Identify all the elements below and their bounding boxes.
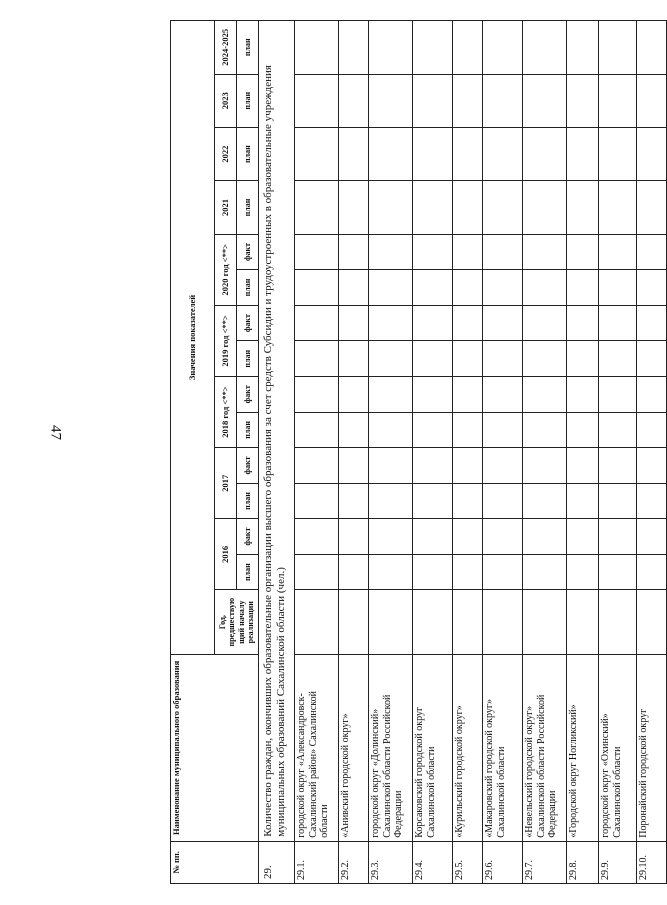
value-cell — [339, 590, 369, 654]
value-cell — [567, 21, 599, 75]
row-num: 29.2. — [339, 841, 369, 883]
value-cell — [453, 519, 483, 555]
value-cell — [453, 21, 483, 75]
value-cell — [453, 554, 483, 590]
page-number: 47 — [47, 425, 64, 440]
row-municipality: «Невельский городской округ» Сахалинской области Российской Федерации — [523, 654, 567, 841]
value-cell — [453, 270, 483, 306]
value-cell — [295, 234, 339, 270]
header-fact: факт — [237, 376, 259, 412]
value-cell — [413, 181, 453, 234]
value-cell — [369, 376, 413, 412]
row-municipality: Корсаковский городской округ Сахалинской области — [413, 654, 453, 841]
value-cell — [637, 483, 667, 519]
table-row — [599, 21, 637, 884]
row-municipality: городской округ «Охинский» Сахалинской области — [599, 654, 637, 841]
indicator-num: 29. — [259, 841, 295, 883]
table-row — [369, 21, 413, 884]
table-row — [523, 21, 567, 884]
value-cell — [453, 412, 483, 448]
value-cell — [369, 412, 413, 448]
value-cell — [483, 234, 523, 270]
value-cell — [637, 448, 667, 484]
value-cell — [567, 127, 599, 180]
value-cell — [599, 412, 637, 448]
row-municipality: «Курильский городской округ» — [453, 654, 483, 841]
value-cell — [637, 21, 667, 75]
value-cell — [599, 554, 637, 590]
value-cell — [637, 127, 667, 180]
value-cell — [339, 127, 369, 180]
value-cell — [637, 519, 667, 555]
value-cell — [567, 181, 599, 234]
value-cell — [567, 305, 599, 341]
value-cell — [295, 376, 339, 412]
indicator-text: Количество граждан, окончивших образовательные организации высшего образования за счет средств Субсидии и трудоустроенных в образовательные учреждения муниципальных образований Сахалинской области (чел.) — [259, 21, 295, 842]
value-cell — [295, 305, 339, 341]
row-municipality: «Городской округ Ногликский» — [567, 654, 599, 841]
value-cell — [599, 519, 637, 555]
value-cell — [453, 341, 483, 377]
value-cell — [523, 554, 567, 590]
row-municipality: «Макаровский городской округ» Сахалинской области — [483, 654, 523, 841]
value-cell — [339, 270, 369, 306]
header-year-2019: 2019 год <**> — [215, 305, 237, 376]
header-year-2023: 2023 — [215, 74, 237, 127]
value-cell — [369, 74, 413, 127]
value-cell — [523, 127, 567, 180]
value-cell — [599, 376, 637, 412]
value-cell — [567, 234, 599, 270]
value-cell — [453, 376, 483, 412]
value-cell — [295, 74, 339, 127]
value-cell — [339, 341, 369, 377]
header-fact: факт — [237, 448, 259, 484]
value-cell — [483, 376, 523, 412]
value-cell — [339, 181, 369, 234]
value-cell — [295, 181, 339, 234]
header-fact: факт — [237, 234, 259, 270]
header-num: № пп. — [171, 841, 259, 883]
value-cell — [295, 483, 339, 519]
value-cell — [339, 448, 369, 484]
value-cell — [637, 412, 667, 448]
header-plan: план — [237, 341, 259, 377]
header-year-2022: 2022 — [215, 127, 237, 180]
value-cell — [567, 519, 599, 555]
value-cell — [523, 519, 567, 555]
value-cell — [339, 412, 369, 448]
value-cell — [295, 519, 339, 555]
header-plan: план — [237, 483, 259, 519]
header-year-2021: 2021 — [215, 181, 237, 234]
rotated-table-container — [170, 20, 649, 884]
value-cell — [567, 341, 599, 377]
value-cell — [413, 590, 453, 654]
value-cell — [369, 305, 413, 341]
row-municipality: Поронайский городской округ — [637, 654, 667, 841]
value-cell — [369, 234, 413, 270]
value-cell — [599, 448, 637, 484]
value-cell — [295, 270, 339, 306]
value-cell — [637, 234, 667, 270]
header-plan: план — [237, 127, 259, 180]
row-municipality: городской округ «Александровск-Сахалинский район» Сахалинской области — [295, 654, 339, 841]
header-plan: план — [237, 74, 259, 127]
value-cell — [637, 376, 667, 412]
value-cell — [567, 483, 599, 519]
value-cell — [637, 181, 667, 234]
value-cell — [637, 341, 667, 377]
value-cell — [453, 305, 483, 341]
row-num: 29.7. — [523, 841, 567, 883]
value-cell — [339, 234, 369, 270]
value-cell — [413, 554, 453, 590]
value-cell — [413, 341, 453, 377]
header-year-2016: 2016 — [215, 519, 237, 590]
value-cell — [369, 554, 413, 590]
table-row — [483, 21, 523, 884]
header-year-2017: 2017 — [215, 448, 237, 519]
value-cell — [483, 127, 523, 180]
row-num: 29.3. — [369, 841, 413, 883]
row-num: 29.5. — [453, 841, 483, 883]
table-row — [453, 21, 483, 884]
header-municipality: Наименование муниципального образования — [171, 654, 259, 841]
value-cell — [523, 74, 567, 127]
row-num: 29.1. — [295, 841, 339, 883]
row-municipality: городской округ «Долинский» Сахалинской области Российской Федерации — [369, 654, 413, 841]
value-cell — [453, 590, 483, 654]
row-num: 29.9. — [599, 841, 637, 883]
value-cell — [599, 181, 637, 234]
value-cell — [369, 341, 413, 377]
value-cell — [483, 448, 523, 484]
value-cell — [523, 412, 567, 448]
row-num: 29.8. — [567, 841, 599, 883]
value-cell — [413, 74, 453, 127]
value-cell — [453, 127, 483, 180]
value-cell — [453, 483, 483, 519]
value-cell — [453, 74, 483, 127]
value-cell — [369, 127, 413, 180]
value-cell — [599, 305, 637, 341]
table-row — [413, 21, 453, 884]
value-cell — [637, 554, 667, 590]
table-row — [339, 21, 369, 884]
value-cell — [483, 519, 523, 555]
value-cell — [369, 519, 413, 555]
table-row — [637, 21, 667, 884]
value-cell — [599, 127, 637, 180]
value-cell — [637, 305, 667, 341]
value-cell — [339, 74, 369, 127]
value-cell — [599, 21, 637, 75]
value-cell — [295, 127, 339, 180]
value-cell — [483, 74, 523, 127]
value-cell — [599, 483, 637, 519]
value-cell — [483, 483, 523, 519]
value-cell — [339, 305, 369, 341]
value-cell — [567, 376, 599, 412]
value-cell — [369, 590, 413, 654]
value-cell — [567, 270, 599, 306]
header-plan: план — [237, 412, 259, 448]
value-cell — [567, 590, 599, 654]
value-cell — [453, 181, 483, 234]
indicators-table — [170, 20, 667, 884]
value-cell — [599, 234, 637, 270]
value-cell — [523, 234, 567, 270]
value-cell — [295, 412, 339, 448]
value-cell — [453, 234, 483, 270]
value-cell — [599, 74, 637, 127]
value-cell — [413, 270, 453, 306]
value-cell — [523, 21, 567, 75]
value-cell — [369, 483, 413, 519]
header-year-2018: 2018 год <**> — [215, 376, 237, 447]
value-cell — [483, 21, 523, 75]
value-cell — [339, 483, 369, 519]
value-cell — [339, 376, 369, 412]
value-cell — [523, 590, 567, 654]
value-cell — [523, 181, 567, 234]
value-cell — [523, 376, 567, 412]
row-num: 29.6. — [483, 841, 523, 883]
value-cell — [413, 448, 453, 484]
value-cell — [453, 448, 483, 484]
value-cell — [369, 270, 413, 306]
header-fact: факт — [237, 305, 259, 341]
value-cell — [295, 590, 339, 654]
value-cell — [637, 270, 667, 306]
value-cell — [599, 341, 637, 377]
value-cell — [483, 181, 523, 234]
value-cell — [523, 483, 567, 519]
value-cell — [295, 341, 339, 377]
header-plan: план — [237, 270, 259, 306]
value-cell — [413, 21, 453, 75]
row-num: 29.10. — [637, 841, 667, 883]
value-cell — [483, 305, 523, 341]
header-base-year: Год, предшествую щий началу реализации — [215, 590, 259, 654]
header-plan: план — [237, 21, 259, 75]
value-cell — [483, 270, 523, 306]
value-cell — [599, 590, 637, 654]
value-cell — [567, 74, 599, 127]
value-cell — [483, 412, 523, 448]
value-cell — [483, 590, 523, 654]
value-cell — [339, 554, 369, 590]
table-row — [567, 21, 599, 884]
value-cell — [567, 554, 599, 590]
value-cell — [413, 519, 453, 555]
header-plan: план — [237, 181, 259, 234]
value-cell — [637, 590, 667, 654]
header-year-2024-2025: 2024-2025 — [215, 21, 237, 75]
value-cell — [339, 519, 369, 555]
value-cell — [295, 554, 339, 590]
value-cell — [483, 341, 523, 377]
value-cell — [523, 341, 567, 377]
value-cell — [295, 448, 339, 484]
value-cell — [339, 21, 369, 75]
value-cell — [637, 74, 667, 127]
value-cell — [599, 270, 637, 306]
value-cell — [413, 376, 453, 412]
header-values: Значения показателей — [171, 21, 215, 655]
value-cell — [369, 21, 413, 75]
value-cell — [413, 127, 453, 180]
value-cell — [413, 483, 453, 519]
header-year-2020: 2020 год <**> — [215, 234, 237, 305]
value-cell — [523, 305, 567, 341]
value-cell — [483, 554, 523, 590]
value-cell — [523, 270, 567, 306]
value-cell — [295, 21, 339, 75]
value-cell — [567, 448, 599, 484]
value-cell — [413, 234, 453, 270]
value-cell — [369, 448, 413, 484]
row-num: 29.4. — [413, 841, 453, 883]
row-municipality: «Анивский городской округ» — [339, 654, 369, 841]
header-plan: план — [237, 554, 259, 590]
value-cell — [413, 412, 453, 448]
header-fact: факт — [237, 519, 259, 555]
value-cell — [413, 305, 453, 341]
table-row — [295, 21, 339, 884]
value-cell — [369, 181, 413, 234]
value-cell — [567, 412, 599, 448]
value-cell — [523, 448, 567, 484]
